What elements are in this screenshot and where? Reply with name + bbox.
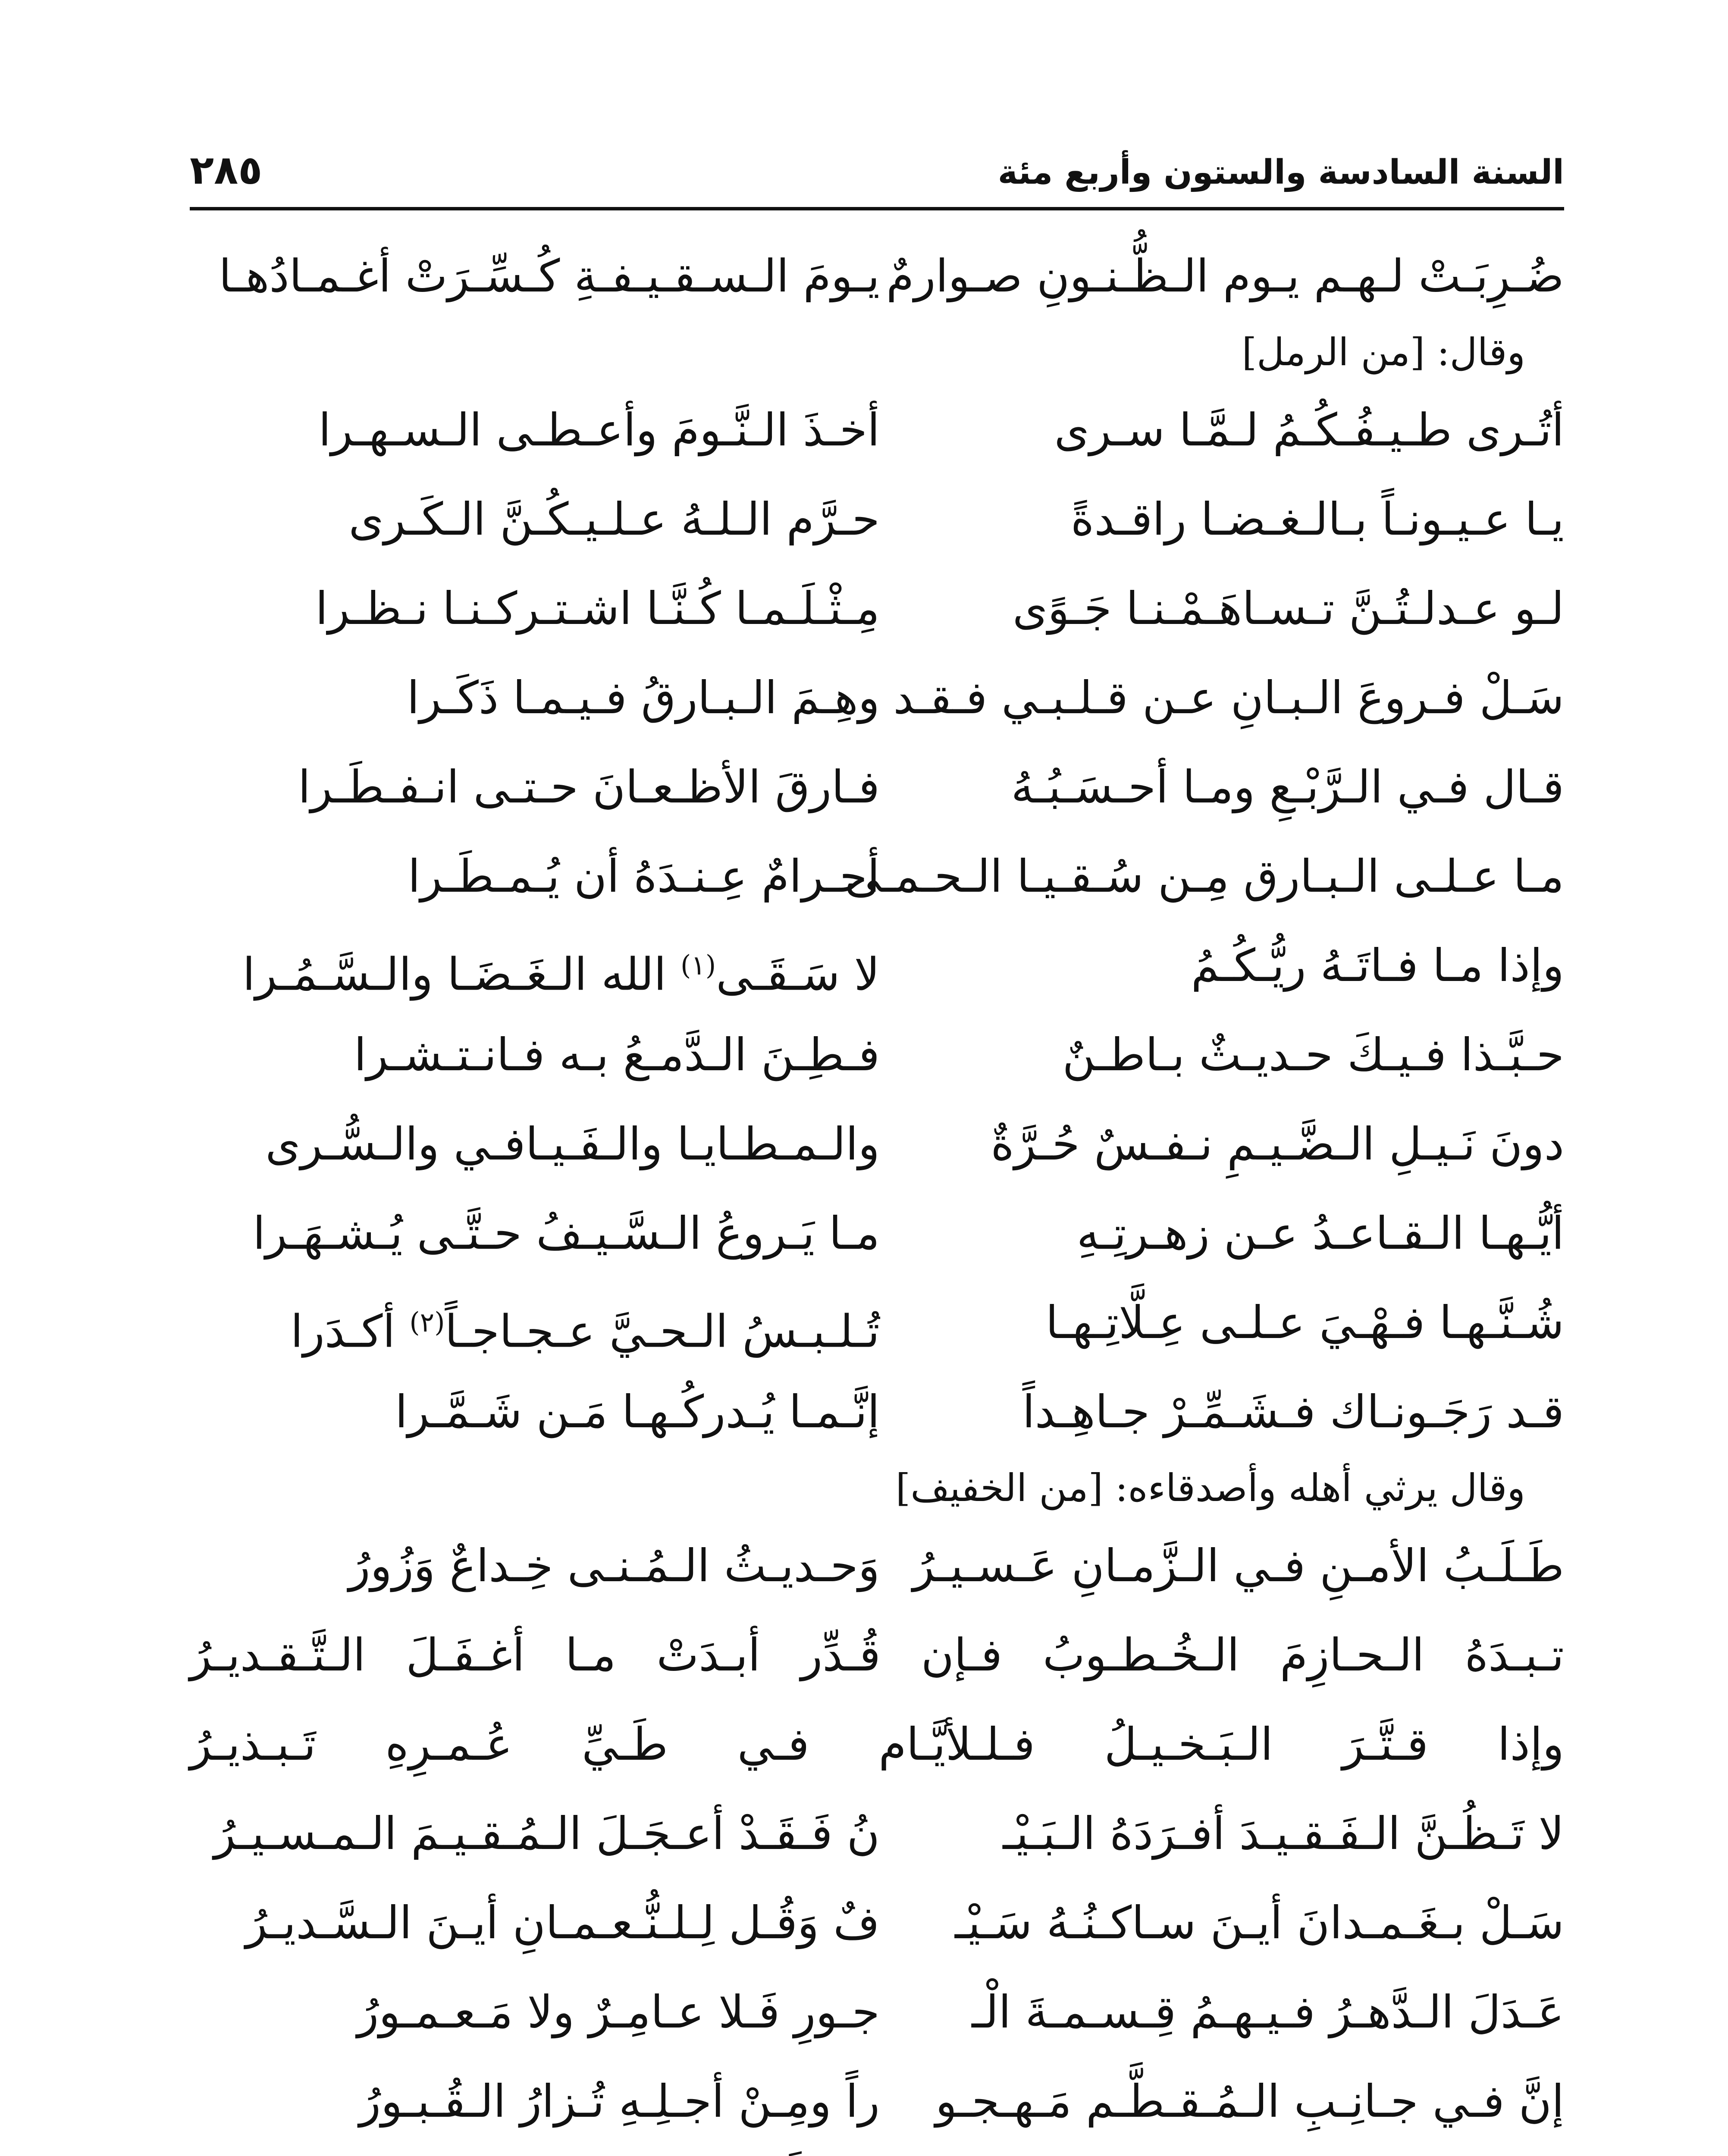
verse-line	[190, 2147, 1564, 2156]
verse-text: تُـلـبـسُ الـحـيَّ عـجـاجـاً	[445, 1305, 880, 1358]
verse-line-full	[190, 1701, 1564, 1790]
verse-text: الله الـغَـضَـا والـسَّـمُـرا	[242, 948, 681, 1001]
verse-line	[190, 655, 1564, 744]
verse-second-hemistich: والـمـطـايـا والـفَـيـافـي والـسُّـرى	[265, 1118, 880, 1170]
verse-first-hemistich: لـو عـدلـتُـنَّ تـسـاهَـمْـنـا جَـوًى	[1012, 582, 1564, 635]
verse-first-hemistich: سَـلْ بـغَـمـدانَ أيـنَ سـاكـنُـهُ سَـيْـ	[955, 1896, 1564, 1949]
verse-line	[190, 2058, 1564, 2147]
verse-first-hemistich: طَـلَـبُ الأمـنِ فـي الـزَّمـانِ عَـسـيـرُ	[913, 1539, 1564, 1592]
poem-intro-text: وقال يرثي أهله وأصدقاءه: [من الخفيف]	[895, 1466, 1525, 1510]
verse-second-hemistich: فـارقَ الأظـعـانَ حـتـى انـفـطَـرا	[298, 761, 880, 813]
poem-body	[190, 233, 1564, 2156]
verse-second-hemistich	[190, 1292, 880, 1362]
verse-line-full	[190, 1612, 1564, 1701]
verse-line	[190, 1279, 1564, 1369]
footnote-ref: (١)	[681, 950, 716, 981]
verse-first-hemistich: لا تَـظُـنَّ الـفَـقـيـدَ أفـرَدَهُ الـبَـيْـ	[1003, 1807, 1564, 1860]
verse-line	[190, 1101, 1564, 1190]
verse-first-hemistich: يـا عـيـونـاً بـالـغـضـا راقـدةً	[1070, 493, 1564, 545]
poem-intro	[190, 322, 1564, 387]
verse-text: لا سَـقَـى	[716, 948, 880, 1001]
verse-second-hemistich: راً ومِـنْ أجـلِـهِ تُـزارُ الـقُـبـورُ	[359, 2075, 880, 2128]
verse-first-hemistich: سَـلْ فـروعَ الـبـانِ عـن قـلـبـي فـقـد	[893, 671, 1564, 724]
verse-line	[190, 1969, 1564, 2058]
verse-first-hemistich: حـبَّـذا فـيـكَ حـديـثٌ بـاطـنٌ	[1062, 1028, 1564, 1081]
poem-intro-text: وقال: [من الرمل]	[1242, 330, 1525, 374]
verse-full-text: تـبـدَهُ الـحـازِمَ الـخُـطـوبُ فـإن قُـدِّر أبـدَتْ مـا أغـفَـلَ الـتَّـقـديـرُ	[190, 1629, 1564, 1681]
verse-second-hemistich: فٌ وَقُـل لِـلـنُّـعـمـانِ أيـنَ الـسَّـديـرُ	[245, 1896, 880, 1949]
verse-second-hemistich: أخـذَ الـنَّـومَ وأعـطـى الـسـهـرا	[318, 404, 880, 456]
verse-full-text: وإذا قـتَّـرَ الـبَـخـيـلُ فـلـلأيَّـام فـي طَـيِّ عُـمـرِهِ تَـبـذيـرُ	[190, 1718, 1564, 1771]
verse-line	[190, 233, 1564, 322]
verse-line	[190, 1190, 1564, 1279]
verse-line	[190, 833, 1564, 922]
verse-second-hemistich: أحـرامٌ عِـنـدَهُ أن يُـمـطَـرا	[408, 850, 880, 903]
verse-first-hemistich: قـد رَجَـونـاك فـشَـمِّـرْ جـاهِـداً	[1022, 1385, 1564, 1438]
verse-line	[190, 1523, 1564, 1612]
verse-second-hemistich: إنَّـمـا يُـدركُـهـا مَـن شَـمَّـرا	[395, 1385, 880, 1438]
verse-first-hemistich: أتُـرى طـيـفُـكُـمُ لـمَّـا سـرى	[1054, 404, 1564, 456]
verse-first-hemistich: ضُـرِبَـتْ لـهـم يـوم الـظُّـنـونِ صـوارمٌ	[886, 250, 1564, 302]
verse-line	[190, 476, 1564, 565]
poem-intro	[190, 1458, 1564, 1523]
verse-line	[190, 922, 1564, 1012]
page-header	[190, 142, 1564, 210]
verse-first-hemistich: إنَّ فـي جـانِـبِ الـمُـقـطَّـم مَـهـجـو	[935, 2075, 1564, 2128]
verse-first-hemistich: أيُّـهـا الـقـاعـدُ عـن زهـرتِـهِ	[1076, 1207, 1564, 1260]
page-number: ٢٨٥	[190, 147, 263, 193]
verse-first-hemistich: شُـنَّـهـا فـهْـيَ عـلـى عِـلَّاتِـهـا	[1045, 1296, 1564, 1349]
running-title: السنة السادسة والستون وأربع مئة	[997, 153, 1564, 192]
verse-second-hemistich: وهِـمَ الـبـارقُ فـيـمـا ذَكَـرا	[407, 671, 880, 724]
verse-second-hemistich: حـرَّم الـلـهُ عـلـيـكُـنَّ الـكَـرى	[348, 493, 880, 545]
verse-line	[190, 1790, 1564, 1880]
verse-second-hemistich: نُ فَـقَـدْ أعـجَـلَ الـمُـقـيـمَ الـمـسـيـرُ	[213, 1807, 880, 1860]
verse-line	[190, 1012, 1564, 1101]
verse-line	[190, 1880, 1564, 1969]
footnote-ref: (٢)	[409, 1307, 445, 1338]
verse-text: أكـدَرا	[290, 1305, 410, 1358]
verse-first-hemistich: دونَ نَـيـلِ الـضَّـيـمِ نـفـسٌ حُـرَّةٌ	[991, 1118, 1564, 1170]
verse-second-hemistich	[190, 935, 880, 1005]
verse-second-hemistich: يـومَ الـسـقـيـفـةِ كُـسِّـرَتْ أغـمـادُهـا	[219, 250, 880, 302]
verse-second-hemistich: جـورِ فَـلا عـامِـرٌ ولا مَـعـمـورُ	[357, 1986, 880, 2038]
verse-first-hemistich: وإذا مـا فـاتَـهُ ريُّـكُـمُ	[1191, 939, 1564, 992]
verse-second-hemistich: مـا يَـروعُ الـسَّـيـفُ حـتَّـى يُـشـهَـرا	[253, 1207, 880, 1260]
verse-first-hemistich: قـال فـي الـرَّبْـعِ ومـا أحـسَـبُـهُ	[1011, 761, 1564, 813]
verse-line	[190, 565, 1564, 655]
verse-first-hemistich: مـا عـلـى الـبـارق مِـن سُـقـيـا الـحـمـى	[844, 850, 1564, 903]
verse-second-hemistich: فـطِـنَ الـدَّمـعُ بـه فـانـتـشـرا	[354, 1028, 880, 1081]
verse-line	[190, 1369, 1564, 1458]
verse-second-hemistich: مِـثْـلَـمـا كُـنَّـا اشـتـركـنـا نـظـرا	[315, 582, 880, 635]
verse-line	[190, 744, 1564, 833]
verse-second-hemistich: وَحـديـثُ الـمُـنـى خِـداعٌ وَزُورُ	[348, 1539, 880, 1592]
verse-line	[190, 387, 1564, 476]
verse-first-hemistich: عَـدَلَ الـدَّهـرُ فـيـهـمُ قِـسـمـةَ الْـ	[972, 1986, 1564, 2038]
